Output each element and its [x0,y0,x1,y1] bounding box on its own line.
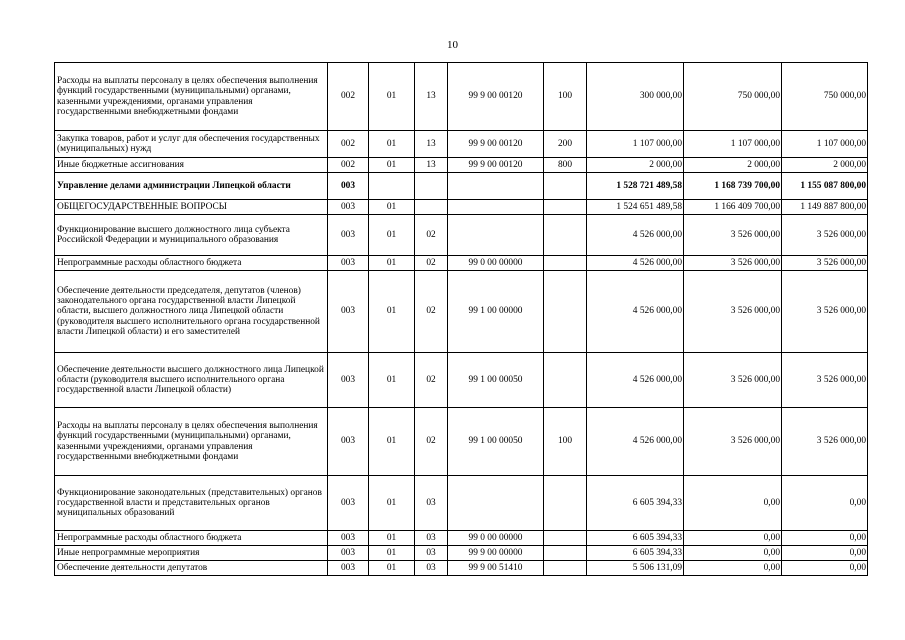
cell-sum-2: 750 000,00 [684,63,782,131]
cell-name: Непрограммные расходы областного бюджета [55,256,328,271]
cell-rz: 01 [369,531,415,546]
cell-csr: 99 9 00 00120 [448,158,544,173]
cell-sum-2: 3 526 000,00 [684,353,782,408]
cell-ved: 003 [328,476,369,531]
cell-name: Управление делами администрации Липецкой области [55,173,328,200]
cell-pr [415,200,448,215]
cell-rz: 01 [369,256,415,271]
cell-name: ОБЩЕГОСУДАРСТВЕННЫЕ ВОПРОСЫ [55,200,328,215]
cell-csr [448,173,544,200]
cell-name: Обеспечение деятельности депутатов [55,561,328,576]
cell-ved: 002 [328,131,369,158]
cell-vr: 800 [544,158,587,173]
cell-sum-2: 0,00 [684,531,782,546]
cell-name: Обеспечение деятельности председателя, депутатов (членов) законодательного органа государственной власти Липецкой области, высшего должностного лица Липецкой области (руководителя высшего исполнительного органа государственной власти Липецкой области) и его заместителей [55,271,328,353]
cell-sum-1: 2 000,00 [587,158,684,173]
cell-sum-2: 3 526 000,00 [684,215,782,256]
cell-sum-3: 0,00 [782,561,868,576]
cell-sum-3: 1 149 887 800,00 [782,200,868,215]
cell-sum-3: 3 526 000,00 [782,408,868,476]
cell-sum-1: 4 526 000,00 [587,256,684,271]
cell-name: Закупка товаров, работ и услуг для обеспечения государственных (муниципальных) нужд [55,131,328,158]
cell-sum-2: 1 168 739 700,00 [684,173,782,200]
cell-sum-3: 0,00 [782,476,868,531]
cell-sum-1: 6 605 394,33 [587,476,684,531]
budget-table-body [55,63,868,576]
cell-csr [448,200,544,215]
cell-name: Расходы на выплаты персоналу в целях обеспечения выполнения функций государственными (муниципальными) органами, казенными учреждениями, органами управления государственными внебюджетными фондами [55,408,328,476]
cell-rz: 01 [369,476,415,531]
cell-csr [448,215,544,256]
cell-rz: 01 [369,63,415,131]
cell-rz: 01 [369,271,415,353]
cell-ved: 003 [328,546,369,561]
cell-sum-1: 300 000,00 [587,63,684,131]
table-row [55,408,868,476]
cell-sum-1: 4 526 000,00 [587,215,684,256]
cell-sum-3: 0,00 [782,546,868,561]
cell-csr: 99 0 00 00000 [448,256,544,271]
table-row [55,63,868,131]
cell-sum-1: 1 528 721 489,58 [587,173,684,200]
cell-vr [544,271,587,353]
cell-vr [544,561,587,576]
cell-sum-1: 1 524 651 489,58 [587,200,684,215]
cell-sum-2: 3 526 000,00 [684,408,782,476]
cell-vr: 200 [544,131,587,158]
cell-vr: 100 [544,63,587,131]
table-row [55,256,868,271]
cell-rz: 01 [369,408,415,476]
cell-sum-1: 4 526 000,00 [587,353,684,408]
cell-pr: 02 [415,271,448,353]
cell-vr [544,353,587,408]
cell-ved: 003 [328,531,369,546]
cell-sum-2: 3 526 000,00 [684,271,782,353]
cell-pr: 02 [415,408,448,476]
cell-pr: 03 [415,561,448,576]
cell-csr: 99 9 00 00120 [448,131,544,158]
cell-pr: 03 [415,531,448,546]
cell-sum-1: 4 526 000,00 [587,408,684,476]
cell-ved: 003 [328,200,369,215]
cell-rz: 01 [369,200,415,215]
cell-vr [544,476,587,531]
cell-sum-3: 3 526 000,00 [782,215,868,256]
cell-pr: 03 [415,546,448,561]
cell-pr: 13 [415,63,448,131]
cell-name: Обеспечение деятельности высшего должностного лица Липецкой области (руководителя высшего исполнительного органа государственной власти Липецкой области) [55,353,328,408]
cell-name: Иные бюджетные ассигнования [55,158,328,173]
table-row [55,215,868,256]
table-row [55,173,868,200]
cell-rz [369,173,415,200]
cell-rz: 01 [369,561,415,576]
cell-pr: 03 [415,476,448,531]
table-row [55,131,868,158]
cell-pr: 02 [415,256,448,271]
cell-ved: 002 [328,63,369,131]
cell-rz: 01 [369,131,415,158]
cell-sum-1: 1 107 000,00 [587,131,684,158]
cell-sum-2: 1 166 409 700,00 [684,200,782,215]
cell-sum-3: 0,00 [782,531,868,546]
cell-csr: 99 1 00 00000 [448,271,544,353]
cell-csr: 99 0 00 00000 [448,531,544,546]
cell-sum-2: 2 000,00 [684,158,782,173]
table-row [55,561,868,576]
cell-vr [544,546,587,561]
cell-csr: 99 1 00 00050 [448,353,544,408]
cell-name: Расходы на выплаты персоналу в целях обеспечения выполнения функций государственными (муниципальными) органами, казенными учреждениями, органами управления государственными внебюджетными фондами [55,63,328,131]
cell-sum-2: 3 526 000,00 [684,256,782,271]
cell-ved: 003 [328,561,369,576]
cell-ved: 003 [328,353,369,408]
page-number: 10 [447,39,458,51]
cell-pr: 02 [415,215,448,256]
table-row [55,476,868,531]
table-row [55,546,868,561]
cell-rz: 01 [369,158,415,173]
cell-ved: 003 [328,215,369,256]
cell-vr: 100 [544,408,587,476]
cell-sum-3: 1 155 087 800,00 [782,173,868,200]
cell-vr [544,256,587,271]
cell-sum-3: 750 000,00 [782,63,868,131]
cell-sum-3: 3 526 000,00 [782,271,868,353]
cell-pr: 13 [415,158,448,173]
table-row [55,158,868,173]
cell-sum-1: 4 526 000,00 [587,271,684,353]
cell-name: Иные непрограммные мероприятия [55,546,328,561]
cell-vr [544,531,587,546]
budget-table [54,62,868,576]
cell-ved: 003 [328,173,369,200]
cell-ved: 002 [328,158,369,173]
cell-sum-3: 3 526 000,00 [782,353,868,408]
cell-pr: 02 [415,353,448,408]
cell-name: Функционирование высшего должностного лица субъекта Российской Федерации и муниципального образования [55,215,328,256]
cell-sum-2: 0,00 [684,561,782,576]
cell-name: Функционирование законодательных (представительных) органов государственной власти и представительных органов муниципальных образований [55,476,328,531]
cell-vr [544,173,587,200]
cell-sum-3: 1 107 000,00 [782,131,868,158]
cell-pr [415,173,448,200]
cell-sum-2: 0,00 [684,546,782,561]
table-row [55,271,868,353]
cell-rz: 01 [369,546,415,561]
cell-csr [448,476,544,531]
cell-sum-1: 5 506 131,09 [587,561,684,576]
cell-pr: 13 [415,131,448,158]
cell-sum-2: 1 107 000,00 [684,131,782,158]
cell-vr [544,215,587,256]
cell-rz: 01 [369,353,415,408]
cell-csr: 99 1 00 00050 [448,408,544,476]
cell-csr: 99 9 00 00120 [448,63,544,131]
cell-rz: 01 [369,215,415,256]
cell-sum-3: 2 000,00 [782,158,868,173]
cell-vr [544,200,587,215]
table-row [55,200,868,215]
cell-ved: 003 [328,271,369,353]
cell-ved: 003 [328,408,369,476]
cell-sum-1: 6 605 394,33 [587,531,684,546]
cell-sum-2: 0,00 [684,476,782,531]
cell-name: Непрограммные расходы областного бюджета [55,531,328,546]
cell-csr: 99 9 00 51410 [448,561,544,576]
cell-sum-3: 3 526 000,00 [782,256,868,271]
cell-ved: 003 [328,256,369,271]
cell-csr: 99 9 00 00000 [448,546,544,561]
cell-sum-1: 6 605 394,33 [587,546,684,561]
table-row [55,531,868,546]
table-row [55,353,868,408]
